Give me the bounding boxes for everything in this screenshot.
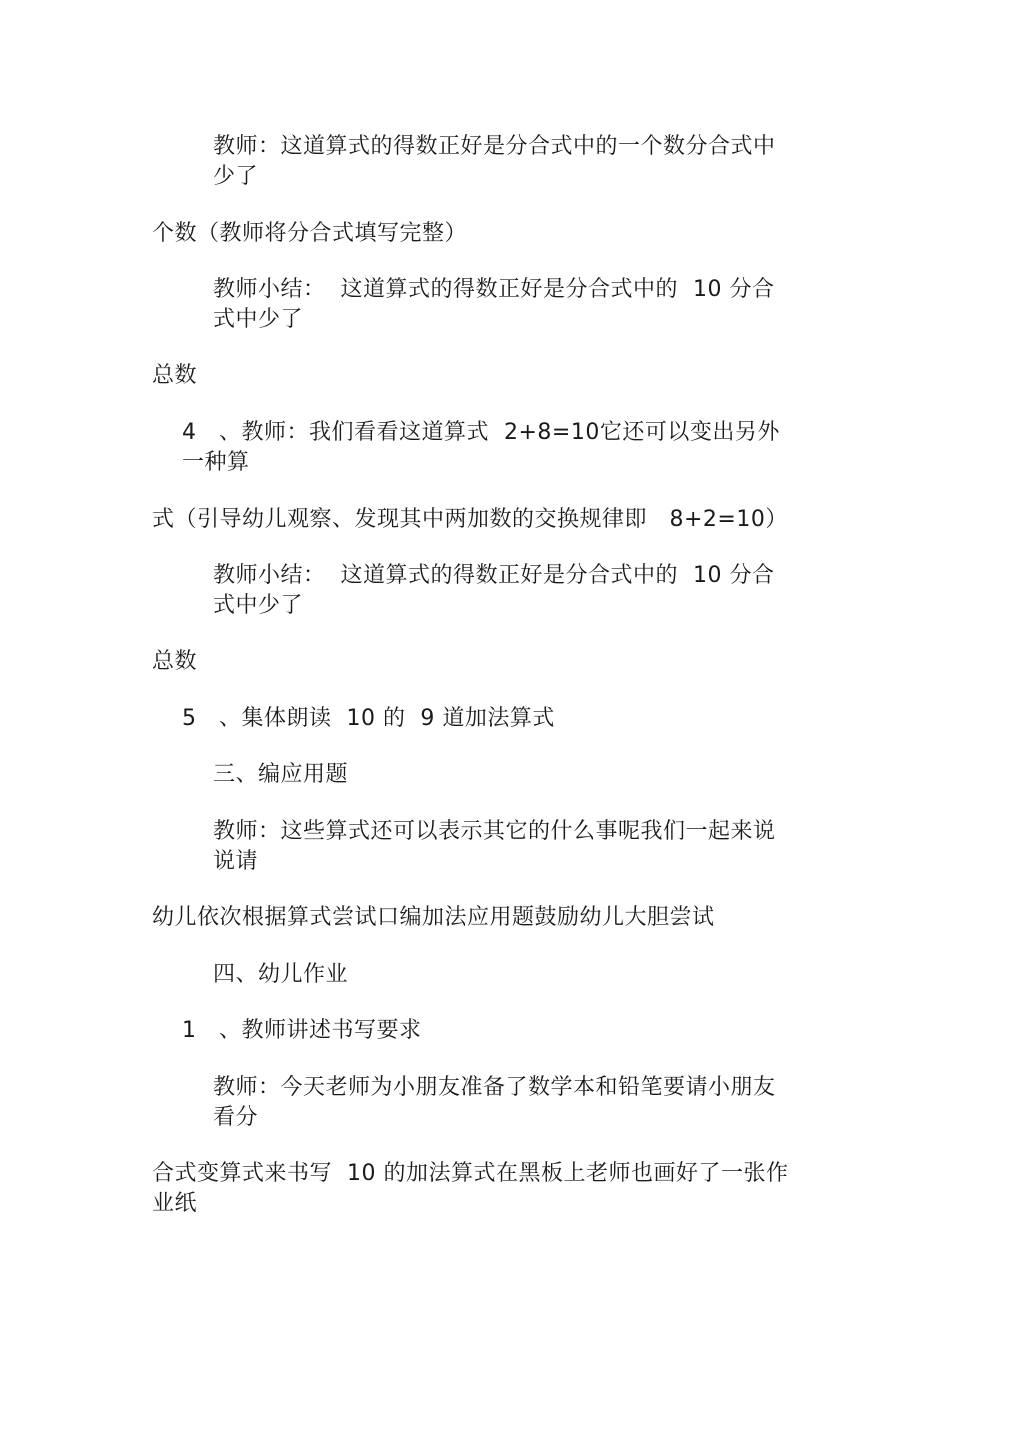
paragraph-teacher-2: 教师：这些算式还可以表示其它的什么事呢我们一起来说说请	[213, 819, 776, 874]
paragraph-teacher-3: 教师：今天老师为小朋友准备了数学本和铅笔要请小朋友看分	[213, 1075, 776, 1130]
paragraph-children-practice: 幼儿依次根据算式尝试口编加法应用题鼓励幼儿大胆尝试	[152, 905, 715, 930]
paragraph-teacher-1: 教师：这道算式的得数正好是分合式中的一个数分合式中少了	[213, 134, 776, 189]
section-heading-3: 三、编应用题	[213, 762, 349, 787]
paragraph-swap-rule: 式（引导幼儿观察、发现其中两加数的交换规律即 8+2=10）	[152, 507, 788, 532]
paragraph-worksheet: 合式变算式来书写 10 的加法算式在黑板上老师也画好了一张作业纸	[152, 1161, 789, 1216]
paragraph-step-5: 5 、集体朗读 10 的 9 道加法算式	[182, 706, 555, 731]
paragraph-summary-2: 教师小结： 这道算式的得数正好是分合式中的 10 分合式中少了	[213, 563, 775, 618]
paragraph-total-2: 总数	[152, 649, 198, 674]
paragraph-total-1: 总数	[152, 363, 198, 388]
paragraph-fill-complete: 个数（教师将分合式填写完整）	[152, 221, 468, 246]
paragraph-step-1: 1 、教师讲述书写要求	[182, 1018, 422, 1043]
section-heading-4: 四、幼儿作业	[213, 962, 349, 987]
paragraph-summary-1: 教师小结： 这道算式的得数正好是分合式中的 10 分合式中少了	[213, 277, 775, 332]
paragraph-step-4: 4 、教师：我们看看这道算式 2+8=10它还可以变出另外一种算	[182, 420, 780, 475]
